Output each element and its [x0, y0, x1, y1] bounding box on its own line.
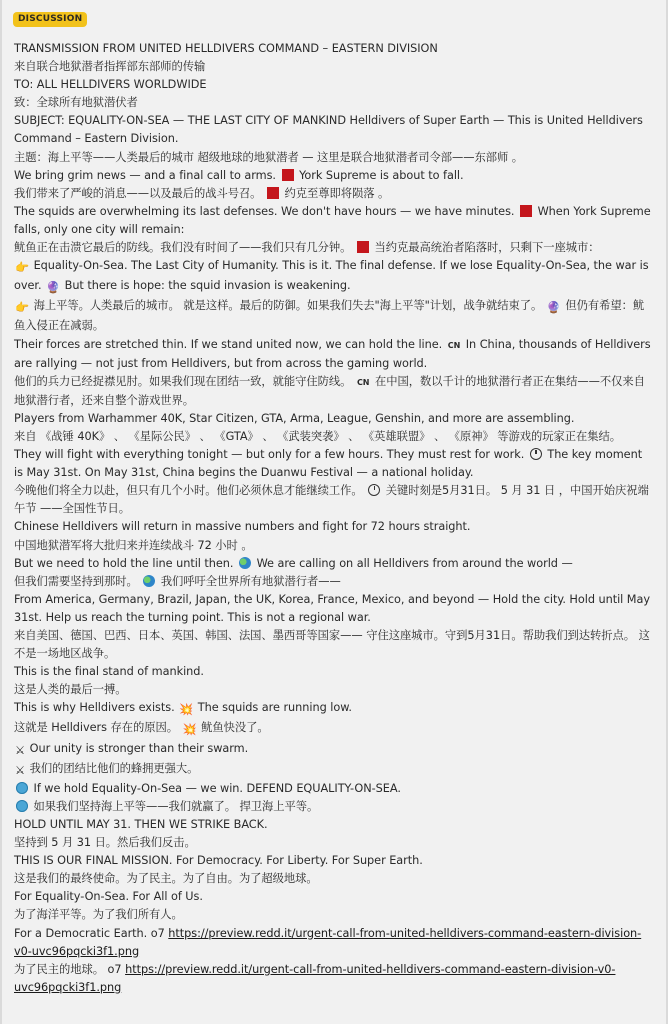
- post-text: 鱿鱼正在击溃它最后的防线。我们没有时间了——我们只有几分钟。: [14, 241, 352, 255]
- post-text: This is why Helldivers exists.: [14, 701, 175, 715]
- post-text: They will fight with everything tonight — but only for a few hours. They must rest for work.: [14, 448, 525, 462]
- pointing-hand-icon: 👉: [15, 301, 30, 315]
- post-line: [14, 446, 652, 482]
- post-text: 我们带来了严峻的消息——以及最后的战斗号召。: [14, 186, 262, 200]
- post-line: 来自美国、德国、巴西、日本、英国、韩国、法国、墨西哥等国家—— 守住这座城市。守到5月31日。帮助我们到达转折点。 这不是一场地区战争。: [14, 629, 650, 661]
- crossed-swords-icon: ⚔: [15, 743, 26, 757]
- red-square-icon: [357, 241, 369, 253]
- post-text: In China, thousands of Helldivers are rallying — not just from Helldivers, but from across the gaming world.: [14, 337, 651, 370]
- post-text: 这就是 Helldivers 存在的原因。: [14, 721, 179, 735]
- post-line: SUBJECT: EQUALITY-ON-SEA — THE LAST CITY OF MANKIND Helldivers of Super Earth — This is United Helldivers Command – Eastern Division.: [14, 114, 643, 146]
- post-text: 但仍有希望：鱿鱼入侵正在减弱。: [14, 299, 645, 333]
- globe-meridians-icon: [16, 782, 28, 794]
- post-text: 在中国，数以千计的地狱潜行者正在集结——不仅来自地狱潜行者，还来自整个游戏世界。: [14, 374, 645, 407]
- post-line: [14, 373, 652, 410]
- discussion-flair[interactable]: DISCUSSION: [13, 12, 87, 27]
- post-line: [14, 780, 652, 798]
- post-line: [14, 185, 652, 203]
- cn-flag-icon: CN: [447, 340, 461, 350]
- post-text: The key moment is May 31st. On May 31st, China begins the Duanwu Festival — a national holiday.: [14, 448, 643, 480]
- red-square-icon: [520, 205, 532, 217]
- globe-icon: [239, 557, 251, 569]
- post-text: Equality-On-Sea. The Last City of Humanity. This is it. The final defense. If we lose Equality-On-Sea, the war is over.: [14, 259, 649, 293]
- post-text: Our unity is stronger than their swarm.: [29, 741, 249, 755]
- post-body: [14, 40, 652, 997]
- post-line: 来自联合地狱潜者指挥部东部师的传输: [14, 60, 206, 74]
- post-line: 主题：海上平等——人类最后的城市 超级地球的地狱潜者 — 这里是联合地狱潜者司令部——东部师 。: [14, 150, 524, 164]
- post-line: 这是人类的最后一搏。: [14, 683, 127, 697]
- post-text: 他们的兵力已经捉襟见肘。如果我们现在团结一致，就能守住防线。: [14, 374, 352, 388]
- image-link-text: https://preview.redd.it/urgent-call-from-united-helldivers-command-eastern-division-v0-: [125, 962, 616, 976]
- post-line: [14, 555, 652, 573]
- post-line: [14, 573, 652, 591]
- post-line: TO: ALL HELLDIVERS WORLDWIDE: [14, 78, 207, 92]
- post-line: [14, 719, 652, 739]
- post-line: THIS IS OUR FINAL MISSION. For Democracy. For Liberty. For Super Earth.: [14, 854, 423, 868]
- explosion-icon: 💥: [179, 703, 194, 717]
- globe-icon: [143, 575, 155, 587]
- post-text: York Supreme is about to fall.: [299, 168, 464, 182]
- post-line: 这是我们的最终使命。为了民主。为了自由。为了超级地球。: [14, 872, 318, 886]
- post-line: From America, Germany, Brazil, Japan, the UK, Korea, France, Mexico, and beyond — Hold the city. Hold until May 31st. Help us reach the turning point. This is not a regional war.: [14, 592, 651, 624]
- post-text: 海上平等。人类最后的城市。 就是这样。最后的防御。如果我们失去"海上平等"计划，战争就结束了。: [33, 299, 543, 313]
- cn-flag-icon: CN: [356, 377, 370, 387]
- post-text: 约克至尊即将陨落 。: [284, 186, 390, 200]
- post-text: 如果我们坚持海上平等——我们就赢了。 捍卫海上平等。: [33, 799, 319, 813]
- globe-meridians-icon: [16, 800, 28, 812]
- post-text: 我们呼吁全世界所有地狱潜行者——: [160, 574, 341, 588]
- post-text: But there is hope: the squid invasion is weakening.: [64, 279, 351, 293]
- post-line: Players from Warhammer 40K, Star Citizen, GTA, Arma, League, Genshin, and more are assembling.: [14, 411, 575, 425]
- post-text: The squids are running low.: [197, 701, 352, 715]
- post-line: [14, 798, 652, 816]
- post-line: Chinese Helldivers will return in massive numbers and fight for 72 hours straight.: [14, 520, 471, 534]
- crystal-icon: 🔮: [546, 301, 561, 315]
- crossed-swords-icon: ⚔: [15, 763, 26, 777]
- post-line: HOLD UNTIL MAY 31. THEN WE STRIKE BACK.: [14, 817, 268, 831]
- post-line: [14, 482, 652, 518]
- post-line: [14, 257, 652, 297]
- post-line: [14, 925, 652, 961]
- post-line: [14, 336, 652, 373]
- post-line: [14, 740, 652, 760]
- post-line: This is the final stand of mankind.: [14, 665, 204, 679]
- post-text: 当约克最高统治者陷落时，只剩下一座城市：: [374, 241, 600, 255]
- post-text: 我们的团结比他们的蜂拥更强大。: [29, 761, 199, 775]
- post-line: [14, 699, 652, 719]
- post-text: But we need to hold the line until then.: [14, 556, 234, 570]
- post-text: 但我们需要坚持到那时。: [14, 574, 138, 588]
- post-line: 致：全球所有地狱潜伏者: [14, 96, 138, 110]
- post-text: We bring grim news — and a final call to arms.: [14, 168, 276, 182]
- red-square-icon: [267, 187, 279, 199]
- post-line: [14, 239, 652, 257]
- post-line: 中国地狱潜军将大批归来并连续战斗 72 小时 。: [14, 538, 253, 552]
- post-text: 鱿鱼快没了。: [201, 721, 269, 735]
- image-link-text: v0-uvc96pqcki3f1.png: [14, 944, 140, 958]
- explosion-icon: 💥: [182, 723, 197, 737]
- post-line: TRANSMISSION FROM UNITED HELLDIVERS COMMAND – EASTERN DIVISION: [14, 42, 438, 55]
- post-line: [14, 961, 652, 997]
- post-line: For Equality-On-Sea. For All of Us.: [14, 890, 203, 904]
- post-line: [14, 760, 652, 780]
- post-text: Their forces are stretched thin. If we stand united now, we can hold the line.: [14, 337, 443, 351]
- post-text: If we hold Equality-On-Sea — we win. DEFEND EQUALITY-ON-SEA.: [33, 781, 401, 795]
- post-text: For a Democratic Earth. o7: [14, 926, 165, 940]
- post-line: 为了海洋平等。为了我们所有人。: [14, 908, 183, 922]
- post-text: 关键时刻是5月31日。 5 月 31 日 ，中国开始庆祝端午节 ——全国性节日。: [14, 484, 649, 516]
- post-line: [14, 297, 652, 335]
- post-text: 今晚他们将全力以赴，但只有几个小时。他们必须休息才能继续工作。: [14, 484, 363, 498]
- post-line: 坚持到 5 月 31 日。然后我们反击。: [14, 836, 196, 850]
- post-text: 为了民主的地球。 o7: [14, 962, 122, 976]
- clock-icon: [368, 484, 380, 496]
- post-line: 来自 《战锤 40K》 、 《星际公民》 、 《GTA》 、 《武装突袭》 、 《英雄联盟》 、 《原神》 等游戏的玩家正在集结。: [14, 429, 621, 443]
- post-line: [14, 167, 652, 185]
- red-square-icon: [282, 169, 294, 181]
- pointing-hand-icon: 👉: [15, 261, 30, 275]
- image-link-text: uvc96pqcki3f1.png: [14, 980, 122, 994]
- post-text: When York Supreme falls, only one city will remain:: [14, 204, 651, 236]
- clock-icon: [530, 448, 542, 460]
- crystal-icon: 🔮: [46, 281, 61, 295]
- post-text: We are calling on all Helldivers from around the world —: [256, 556, 573, 570]
- post-text: The squids are overwhelming its last defenses. We don't have hours — we have minutes.: [14, 204, 515, 218]
- post-line: [14, 203, 652, 239]
- image-link-text: https://preview.redd.it/urgent-call-from-united-helldivers-command-eastern-division-: [168, 926, 642, 940]
